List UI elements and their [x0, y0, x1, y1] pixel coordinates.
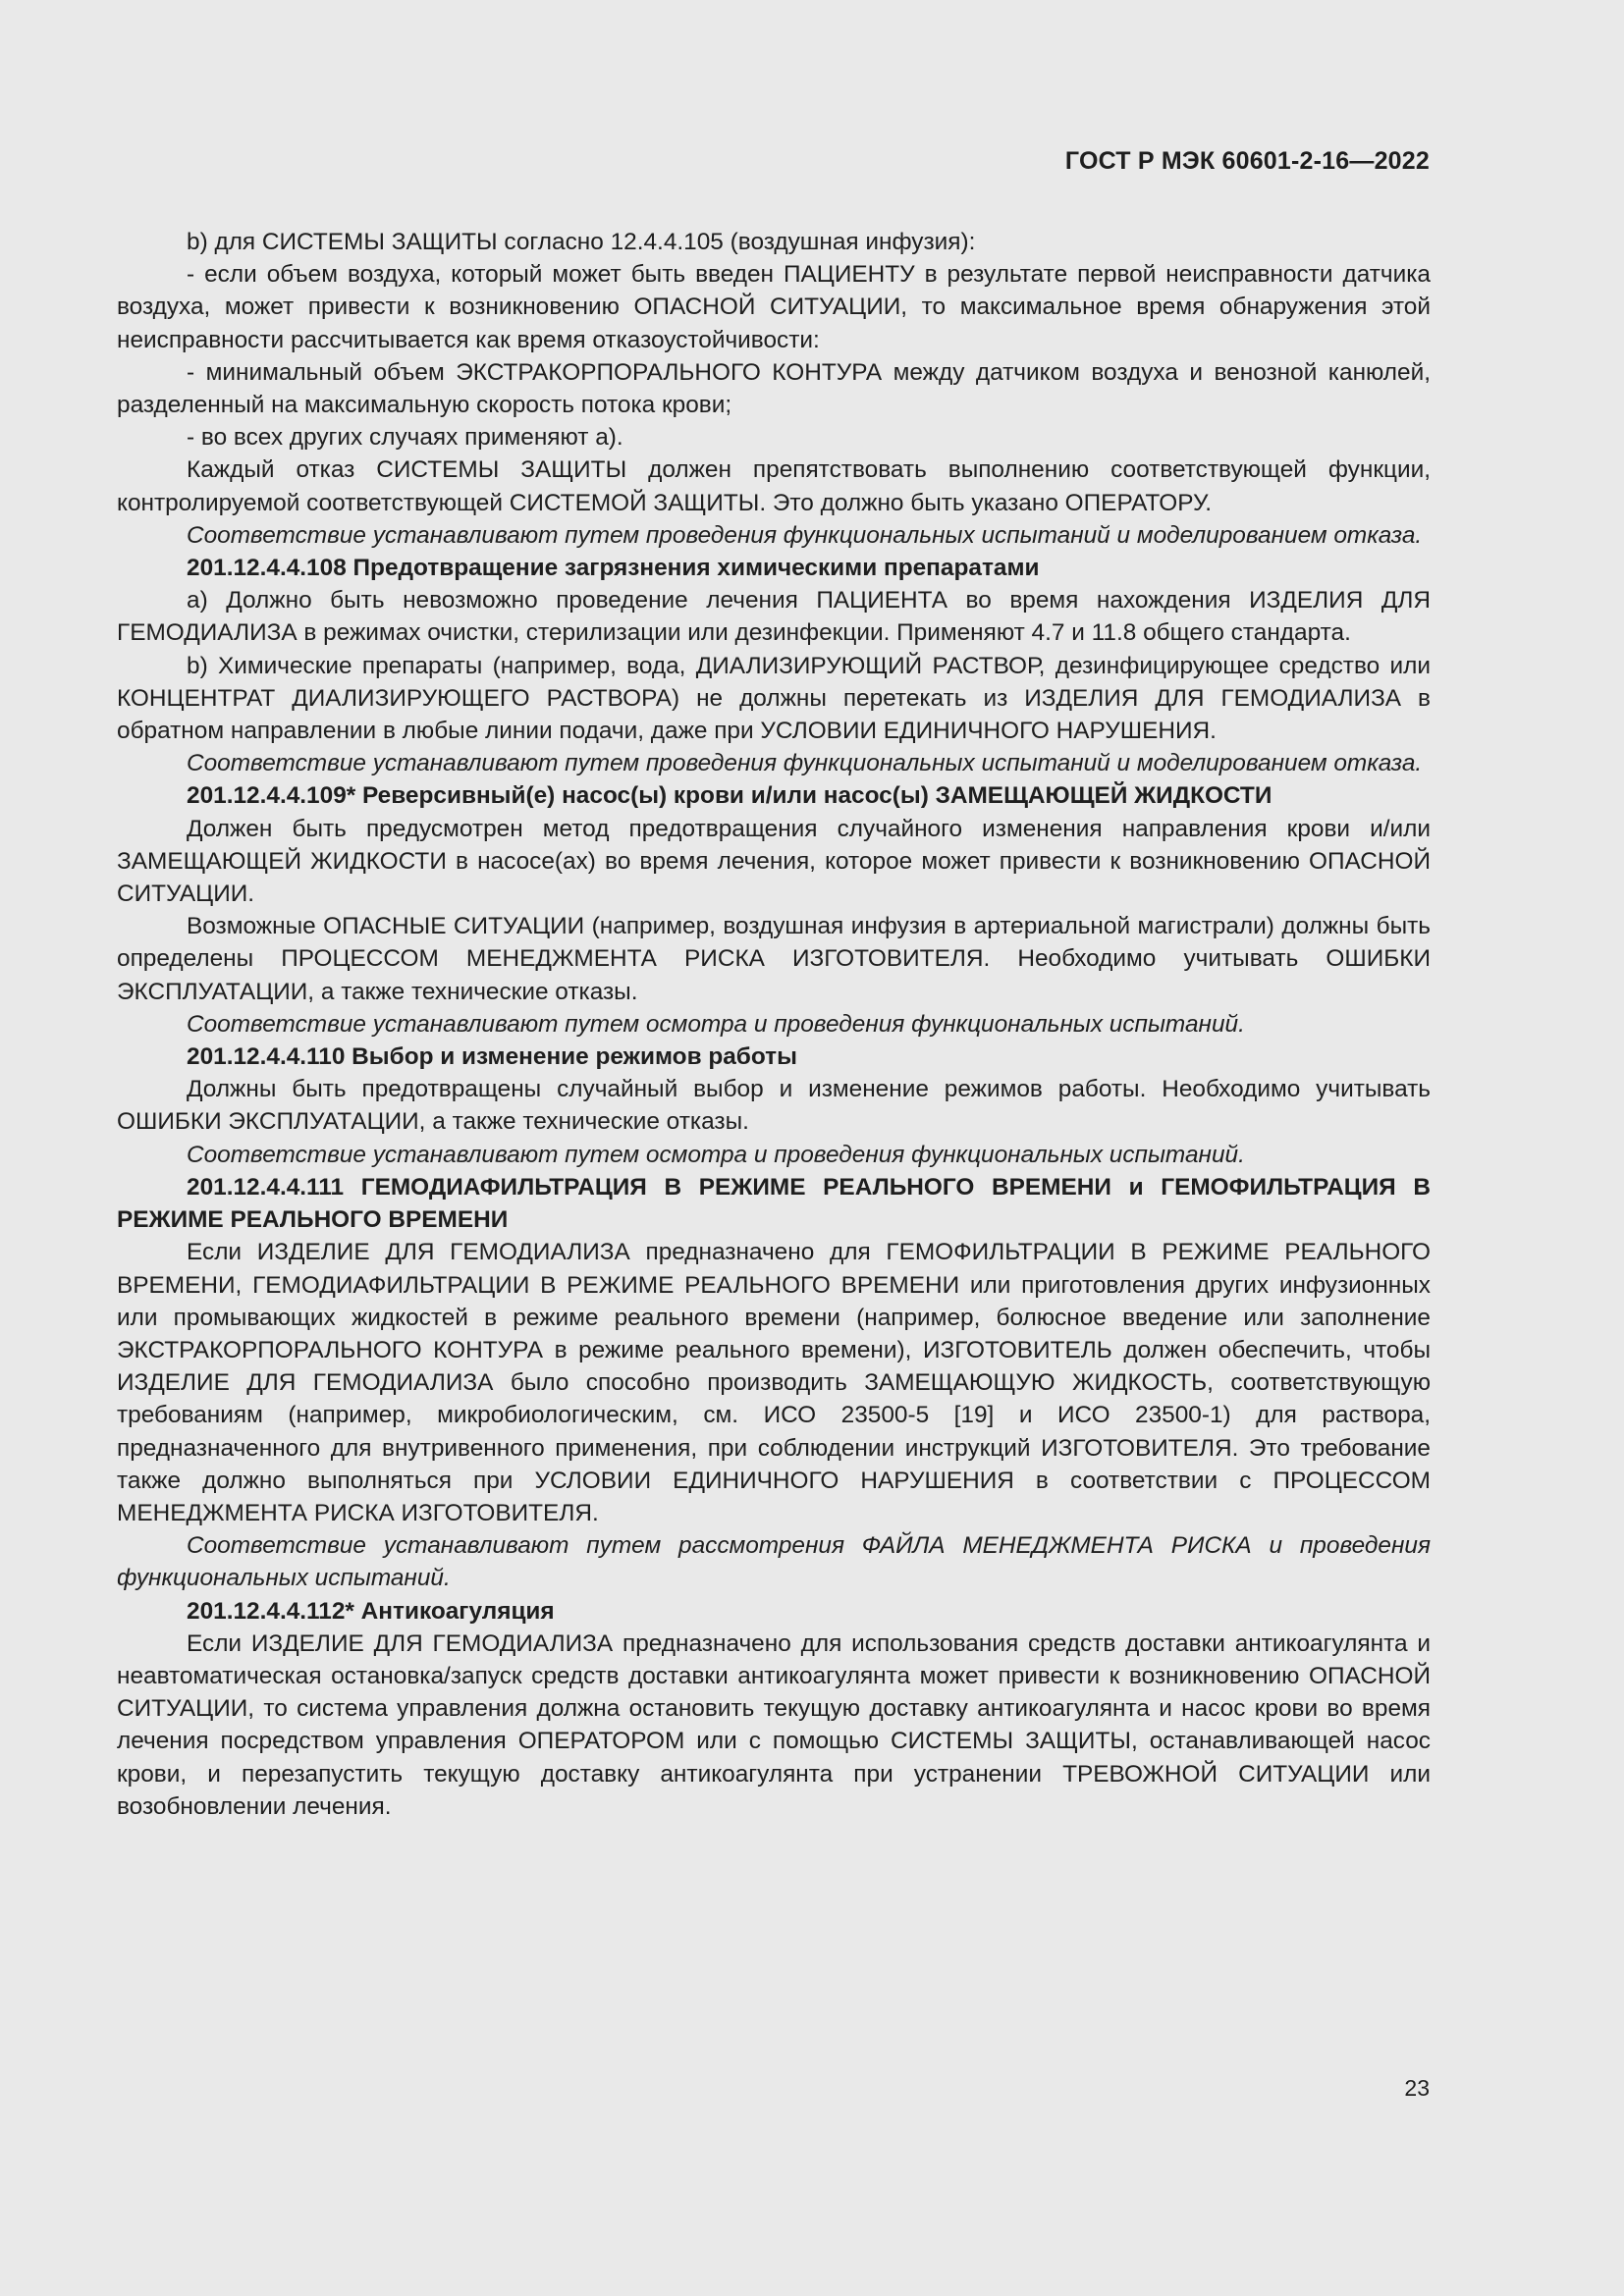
body-paragraph: Если ИЗДЕЛИЕ ДЛЯ ГЕМОДИАЛИЗА предназначено для ГЕМОФИЛЬТРАЦИИ В РЕЖИМЕ РЕАЛЬНОГО ВРЕМЕНИ, ГЕМОДИАФИЛЬТРАЦИИ В РЕЖИМЕ РЕАЛЬНОГО ВРЕМЕНИ или приготовления других инфузионных или промывающих жидкостей в режиме реального времени (например, болюсное введение или заполнение ЭКСТРАКОРПОРАЛЬНОГО КОНТУРА в режиме реального времени), ИЗГОТОВИТЕЛЬ должен обеспечить, чтобы ИЗДЕЛИЕ ДЛЯ ГЕМОДИАЛИЗА было способно производить ЗАМЕЩАЮЩУЮ ЖИДКОСТЬ, соответствующую требованиям (например, микробиологическим, см. ИСО 23500-5 [19] и ИСО 23500-1) для раствора, предназначенного для внутривенного применения, при соблюдении инструкций ИЗГОТОВИТЕЛЯ. Это требование также должно выполняться при УСЛОВИИ ЕДИНИЧНОГО НАРУШЕНИЯ в соответствии с ПРОЦЕССОМ МЕНЕДЖМЕНТА РИСКА ИЗГОТОВИТЕЛЯ. [117, 1239, 1431, 1526]
page-number: 23 [1404, 2075, 1430, 2101]
body-paragraph: b) Химические препараты (например, вода, ДИАЛИЗИРУЮЩИЙ РАСТВОР, дезинфицирующее средство или КОНЦЕНТРАТ ДИАЛИЗИРУЮЩЕГО РАСТВОРА) не должны перетекать из ИЗДЕЛИЯ ДЛЯ ГЕМОДИАЛИЗА в обратном направлении в любые линии подачи, даже при УСЛОВИИ ЕДИНИЧНОГО НАРУШЕНИЯ. [117, 652, 1431, 745]
dash-item-other-cases: - во всех других случаях применяют а). [187, 424, 623, 452]
section-heading-109: 201.12.4.4.109* Реверсивный(е) насос(ы) крови и/или насос(ы) ЗАМЕЩАЮЩЕЙ ЖИДКОСТИ [187, 782, 1272, 810]
body-paragraph: Если ИЗДЕЛИЕ ДЛЯ ГЕМОДИАЛИЗА предназначено для использования средств доставки антикоагулянта и неавтоматическая остановка/запуск средств доставки антикоагулянта может привести к возникновению ОПАСНОЙ СИТУАЦИИ, то система управления должна остановить текущую доставку антикоагулянта и насос крови во время лечения посредством управления ОПЕРАТОРОМ или с помощью СИСТЕМЫ ЗАЩИТЫ, останавливающей насос крови, и перезапустить текущую доставку антикоагулянта при устранении ТРЕВОЖНОЙ СИТУАЦИИ или возобновлении лечения. [117, 1629, 1431, 1820]
compliance-note: Соответствие устанавливают путем проведения функциональных испытаний и моделированием отказа. [187, 750, 1423, 777]
section-heading-110: 201.12.4.4.110 Выбор и изменение режимов работы [187, 1043, 797, 1071]
body-paragraph: Каждый отказ СИСТЕМЫ ЗАЩИТЫ должен препятствовать выполнению соответствующей функции, контролируемой соответствующей СИСТЕМОЙ ЗАЩИТЫ. Это должно быть указано ОПЕРАТОРУ. [117, 456, 1431, 516]
compliance-note: Соответствие устанавливают путем осмотра и проведения функциональных испытаний. [187, 1010, 1245, 1038]
compliance-note: Соответствие устанавливают путем осмотра и проведения функциональных испытаний. [187, 1141, 1245, 1168]
compliance-note: Соответствие устанавливают путем проведения функциональных испытаний и моделированием отказа. [187, 521, 1423, 549]
body-paragraph: Должен быть предусмотрен метод предотвращения случайного изменения направления крови и/или ЗАМЕЩАЮЩЕЙ ЖИДКОСТИ в насосе(ах) во время лечения, которое может привести к возникновению ОПАСНОЙ СИТУАЦИИ. [117, 815, 1431, 908]
compliance-note: Соответствие устанавливают путем рассмотрения ФАЙЛА МЕНЕДЖМЕНТА РИСКА и проведения функциональных испытаний. [117, 1532, 1431, 1592]
body-paragraph: Возможные ОПАСНЫЕ СИТУАЦИИ (например, воздушная инфузия в артериальной магистрали) должны быть определены ПРОЦЕССОМ МЕНЕДЖМЕНТА РИСКА ИЗГОТОВИТЕЛЯ. Необходимо учитывать ОШИБКИ ЭКСПЛУАТАЦИИ, а также технические отказы. [117, 913, 1431, 1005]
dash-item-air-volume: - если объем воздуха, который может быть введен ПАЦИЕНТУ в результате первой неисправности датчика воздуха, может привести к возникновению ОПАСНОЙ СИТУАЦИИ, то максимальное время обнаружения этой неисправности рассчитывается как время отказоустойчивости: [117, 261, 1431, 353]
body-paragraph: Должны быть предотвращены случайный выбор и изменение режимов работы. Необходимо учитывать ОШИБКИ ЭКСПЛУАТАЦИИ, а также технические отказы. [117, 1076, 1431, 1136]
standard-code-header: ГОСТ Р МЭК 60601-2-16—2022 [1064, 147, 1430, 175]
dash-item-min-volume: - минимальный объем ЭКСТРАКОРПОРАЛЬНОГО КОНТУРА между датчиком воздуха и венозной канюлей, разделенный на максимальную скорость потока крови; [117, 358, 1431, 419]
list-item-b-protective-system: b) для СИСТЕМЫ ЗАЩИТЫ согласно 12.4.4.105 (воздушная инфузия): [187, 229, 976, 255]
section-heading-111: 201.12.4.4.111 ГЕМОДИАФИЛЬТРАЦИЯ В РЕЖИМЕ РЕАЛЬНОГО ВРЕМЕНИ и ГЕМОФИЛЬТРАЦИЯ В РЕЖИМЕ РЕАЛЬНОГО ВРЕМЕНИ [117, 1173, 1431, 1234]
section-heading-112: 201.12.4.4.112* Антикоагуляция [187, 1597, 555, 1625]
body-paragraph: а) Должно быть невозможно проведение лечения ПАЦИЕНТА во время нахождения ИЗДЕЛИЯ ДЛЯ ГЕМОДИАЛИЗА в режимах очистки, стерилизации или дезинфекции. Применяют 4.7 и 11.8 общего стандарта. [117, 587, 1431, 647]
document-body [117, 226, 1431, 1823]
section-heading-108: 201.12.4.4.108 Предотвращение загрязнения химическими препаратами [187, 555, 1040, 582]
